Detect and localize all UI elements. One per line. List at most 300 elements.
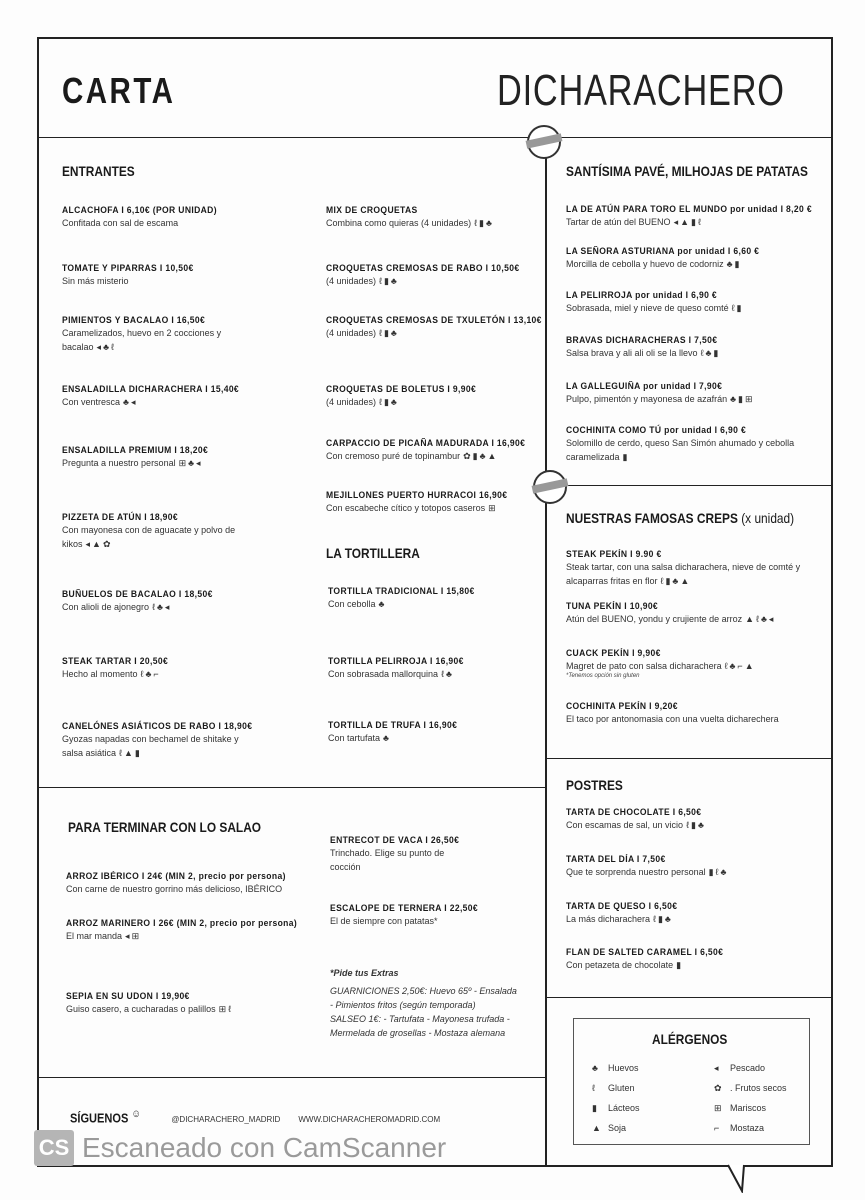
item-name: PIMIENTOS Y BACALAO I 16,50€ xyxy=(62,315,206,326)
pescado-icon: ◂ xyxy=(196,458,203,468)
huevos-icon: ♣ xyxy=(726,259,735,269)
gluten-icon: ℓ xyxy=(592,1083,595,1093)
menu-item xyxy=(566,425,816,464)
item-description xyxy=(566,301,816,315)
frutos-secos-icon: ✿ xyxy=(102,539,113,549)
item-description xyxy=(566,659,816,673)
item-name: ENSALADILLA DICHARACHERA I 15,40€ xyxy=(62,384,240,395)
item-description-text: Con tartufata xyxy=(328,733,381,743)
gluten-icon: ℓ xyxy=(140,669,146,679)
huevos-icon: ♣ xyxy=(720,867,729,877)
soja-icon: ▲ xyxy=(680,217,692,227)
item-description xyxy=(66,929,306,943)
item-name: TARTA DE CHOCOLATE I 6,50€ xyxy=(566,807,702,818)
legend-item xyxy=(714,1083,787,1094)
huevos-icon: ♣ xyxy=(730,394,739,404)
legend-label: Mariscos xyxy=(730,1103,767,1113)
gluten-icon: ℓ xyxy=(441,669,446,679)
lacteos-icon: ▮ xyxy=(734,259,742,269)
gluten-icon: ℓ xyxy=(474,218,479,228)
instagram-handle[interactable]: @DICHARACHERO_MADRID xyxy=(171,1115,281,1125)
gluten-icon: ℓ xyxy=(119,748,124,758)
legend-item xyxy=(714,1123,764,1133)
creps-title: NUESTRAS FAMOSAS CREPS xyxy=(566,510,738,526)
menu-item xyxy=(566,335,816,360)
huevos-icon: ♣ xyxy=(760,614,769,624)
mariscos-icon: ⊞ xyxy=(131,931,142,941)
huevos-icon: ♣ xyxy=(672,576,681,586)
huevos-icon: ♣ xyxy=(705,348,714,358)
item-description xyxy=(566,215,816,229)
gluten-icon: ℓ xyxy=(715,867,721,877)
item-description xyxy=(326,501,536,515)
menu-item xyxy=(566,246,816,271)
item-description xyxy=(62,395,262,409)
item-description xyxy=(566,560,816,588)
frame-left xyxy=(37,37,39,1167)
soja-icon: ▲ xyxy=(487,451,499,461)
soja-icon: ▲ xyxy=(745,614,757,624)
item-name: COCHINITA COMO TÚ por unidad I 6,90 € xyxy=(566,425,747,436)
menu-item xyxy=(566,549,816,588)
lacteos-icon: ▮ xyxy=(713,348,721,358)
item-name: COCHINITA PEKÍN I 9,20€ xyxy=(566,701,678,712)
item-description-text: Con cremoso puré de topinambur xyxy=(326,451,461,461)
allergen-icons xyxy=(97,342,116,352)
menu-item xyxy=(62,656,262,681)
item-description-text: Tartar de atún del BUENO xyxy=(566,217,671,227)
allergen-icons xyxy=(379,328,399,338)
section-title-entrantes: ENTRANTES xyxy=(62,163,135,179)
extras-line: - Pimientos fritos (según temporada) xyxy=(330,1000,476,1010)
footer-divider xyxy=(37,1077,545,1078)
huevos-icon: ♣ xyxy=(123,397,131,407)
item-description xyxy=(62,732,262,760)
item-description-text: Que te sorprenda nuestro personal xyxy=(566,867,706,877)
menu-title: CARTA xyxy=(62,70,176,111)
allergen-icons xyxy=(661,576,692,586)
item-description-text: Morcilla de cebolla y huevo de codorniz xyxy=(566,259,724,269)
item-description-text: Confitada con sal de escama xyxy=(62,218,179,228)
item-description xyxy=(326,395,536,409)
footer xyxy=(70,1108,440,1125)
item-description xyxy=(62,216,262,230)
item-description-text: Con alioli de ajonegro xyxy=(62,602,150,612)
mariscos-icon: ⊞ xyxy=(488,503,498,513)
allergen-icons xyxy=(152,602,171,612)
frame-top xyxy=(37,37,833,39)
item-description xyxy=(328,667,528,681)
lacteos-icon: ▮ xyxy=(690,820,698,830)
menu-item xyxy=(566,807,816,832)
item-name: LA SEÑORA ASTURIANA por unidad I 6,60 € xyxy=(566,246,760,257)
gluten-icon: ℓ xyxy=(731,303,737,313)
item-name: ENTRECOT DE VACA I 26,50€ xyxy=(330,835,460,846)
lacteos-icon: ▮ xyxy=(657,914,665,924)
item-name: TORTILLA TRADICIONAL I 15,80€ xyxy=(328,586,475,597)
lacteos-icon: ▮ xyxy=(134,748,142,758)
menu-item xyxy=(62,589,262,614)
menu-item xyxy=(330,835,460,874)
gluten-icon: ℓ xyxy=(379,397,384,407)
header-divider xyxy=(37,137,833,138)
pescado-icon: ◂ xyxy=(714,1063,719,1073)
allergen-icons xyxy=(379,276,399,286)
extras-line: Mermelada de grosellas - Mostaza alemana xyxy=(330,1028,506,1038)
lacteos-icon: ▮ xyxy=(383,328,391,338)
allergen-icons xyxy=(676,960,683,970)
item-name: PIZZETA DE ATÚN I 18,90€ xyxy=(62,512,179,523)
item-description xyxy=(328,731,528,745)
restaurant-name: DICHARACHERO xyxy=(497,66,785,115)
menu-item xyxy=(566,901,816,926)
stamp-icon xyxy=(527,125,561,159)
section-title-pave: SANTÍSIMA PAVÉ, MILHOJAS DE PATATAS xyxy=(566,163,808,179)
allergen-icons xyxy=(674,217,703,227)
item-description xyxy=(566,346,816,360)
soja-icon: ▲ xyxy=(744,661,756,671)
soja-icon: ▲ xyxy=(92,539,103,549)
menu-item xyxy=(62,205,262,230)
item-name: ESCALOPE DE TERNERA I 22,50€ xyxy=(330,903,479,914)
allergen-icons xyxy=(141,669,161,679)
item-description-text: Con escamas de sal, un vicio xyxy=(566,820,684,830)
column-divider xyxy=(545,137,547,1167)
mostaza-icon: ⌐ xyxy=(153,669,161,679)
allergen-icons xyxy=(732,303,744,313)
legend-item xyxy=(592,1063,639,1073)
legend-label: Mostaza xyxy=(730,1123,765,1133)
item-description xyxy=(62,523,262,551)
salao-divider xyxy=(37,787,545,788)
frutos-secos-icon: ✿ xyxy=(714,1083,722,1093)
extras-block xyxy=(330,966,540,1040)
item-description-text: (4 unidades) xyxy=(326,328,377,338)
menu-item xyxy=(326,205,536,230)
lacteos-icon: ▮ xyxy=(479,218,486,228)
item-description xyxy=(566,612,816,626)
menu-item xyxy=(330,903,479,928)
allergen-icons xyxy=(379,397,399,407)
item-name: BRAVAS DICHARACHERAS I 7,50€ xyxy=(566,335,718,346)
item-description-text: Pulpo, pimentón y mayonesa de azafrán xyxy=(566,394,728,404)
huevos-icon: ♣ xyxy=(378,599,387,609)
huevos-icon: ♣ xyxy=(103,342,111,352)
item-description-text: Magret de pato con salsa dicharachera xyxy=(566,661,722,671)
item-name: CROQUETAS DE BOLETUS I 9,90€ xyxy=(326,384,477,395)
mariscos-icon: ⊞ xyxy=(714,1103,722,1113)
section-title-tortillera: LA TORTILLERA xyxy=(326,545,420,561)
allergen-icons xyxy=(730,394,754,404)
huevos-icon: ♣ xyxy=(485,218,494,228)
lacteos-icon: ▮ xyxy=(738,394,745,404)
menu-item xyxy=(62,263,262,288)
item-description-text: Caramelizados, huevo en 2 cocciones y bacalao xyxy=(62,328,222,352)
allergen-icons xyxy=(488,503,498,513)
allergen-icons xyxy=(219,1004,233,1014)
item-description-text: Salsa brava y ali ali oli se la llevo xyxy=(566,348,698,358)
item-description-text: El mar manda xyxy=(66,931,123,941)
item-name: TOMATE Y PIPARRAS I 10,50€ xyxy=(62,263,194,274)
item-name: TUNA PEKÍN I 10,90€ xyxy=(566,601,659,612)
menu-item xyxy=(328,656,528,681)
pescado-icon: ◂ xyxy=(96,342,104,352)
camscanner-text: Escaneado con CamScanner xyxy=(82,1132,447,1163)
soja-icon: ▲ xyxy=(123,748,135,758)
menu-item xyxy=(66,871,306,896)
item-name: LA PELIRROJA por unidad I 6,90 € xyxy=(566,290,718,301)
item-description xyxy=(566,818,816,832)
item-name: FLAN DE SALTED CARAMEL I 6,50€ xyxy=(566,947,724,958)
allergen-icons xyxy=(727,259,742,269)
allergen-icons xyxy=(123,397,137,407)
item-description-text: Atún del BUENO, yondu y crujiente de arroz xyxy=(566,614,743,624)
lacteos-icon: ▮ xyxy=(708,867,716,877)
gluten-icon: ℓ xyxy=(686,820,691,830)
lacteos-icon: ▮ xyxy=(676,960,684,970)
gluten-icon: ℓ xyxy=(152,602,157,612)
item-description-text: Con escabeche cítico y totopos caseros xyxy=(326,503,486,513)
item-description-text: Sobrasada, miel y nieve de queso comté xyxy=(566,303,729,313)
item-description-text: La más dicharachera xyxy=(566,914,651,924)
menu-item xyxy=(326,263,536,288)
legend-label: Soja xyxy=(608,1123,627,1133)
allergen-icons xyxy=(745,614,775,624)
item-description xyxy=(326,449,536,463)
gluten-icon: ℓ xyxy=(660,576,666,586)
item-description-text: Con cebolla xyxy=(328,599,376,609)
allergen-icons xyxy=(379,599,387,609)
lacteos-icon: ▮ xyxy=(736,303,744,313)
pescado-icon: ◂ xyxy=(85,539,93,549)
huevos-icon: ♣ xyxy=(188,458,197,468)
pescado-icon: ◂ xyxy=(164,602,172,612)
lacteos-icon: ▮ xyxy=(665,576,673,586)
huevos-icon: ♣ xyxy=(156,602,165,612)
pescado-icon: ◂ xyxy=(673,217,681,227)
legend-item xyxy=(592,1103,640,1114)
huevos-icon: ♣ xyxy=(664,914,673,924)
legend-item xyxy=(714,1103,766,1114)
menu-item xyxy=(566,701,816,726)
item-description-text: El de siempre con patatas* xyxy=(330,916,438,926)
creps-divider xyxy=(545,485,833,486)
huevos-icon: ♣ xyxy=(697,820,706,830)
huevos-icon: ♣ xyxy=(390,276,399,286)
allergen-icons xyxy=(623,452,630,462)
item-description xyxy=(566,712,816,726)
item-description-text: Steak tartar, con una salsa dicharachera, nieve de comté y alcaparras fritas en flor xyxy=(566,562,801,586)
item-description xyxy=(62,667,262,681)
item-name: STEAK PEKÍN I 9.90 € xyxy=(566,549,662,560)
huevos-icon: ♣ xyxy=(592,1063,598,1073)
huevos-icon: ♣ xyxy=(390,328,399,338)
item-description-text: El taco por antonomasia con una vuelta dicharechera xyxy=(566,714,779,724)
item-name: STEAK TARTAR I 20,50€ xyxy=(62,656,169,667)
menu-item xyxy=(66,918,306,943)
legend-divider xyxy=(545,997,833,998)
huevos-icon: ♣ xyxy=(383,733,391,743)
legend-label: Huevos xyxy=(608,1063,639,1073)
item-name: SEPIA EN SU UDON I 19,90€ xyxy=(66,991,190,1002)
menu-item xyxy=(566,601,816,626)
item-description xyxy=(330,914,460,928)
menu-item xyxy=(62,512,262,551)
item-description xyxy=(566,958,816,972)
soja-icon: ▲ xyxy=(680,576,692,586)
lacteos-icon: ▮ xyxy=(592,1103,597,1113)
item-name: CANELÓNES ASIÁTICOS DE RABO I 18,90€ xyxy=(62,721,253,732)
creps-title-suffix: (x unidad) xyxy=(741,510,795,526)
item-description xyxy=(566,257,816,271)
gluten-icon: ℓ xyxy=(697,217,703,227)
item-description-text: (4 unidades) xyxy=(326,276,377,286)
legend-title: ALÉRGENOS xyxy=(652,1031,728,1047)
menu-item xyxy=(566,854,816,879)
item-name: TARTA DE QUESO I 6,50€ xyxy=(566,901,678,912)
allergen-icons xyxy=(653,914,673,924)
mariscos-icon: ⊞ xyxy=(178,458,189,468)
item-description xyxy=(330,846,460,874)
item-description-text: Con petazeta de chocolate xyxy=(566,960,674,970)
item-name: BUÑUELOS DE BACALAO I 18,50€ xyxy=(62,589,213,600)
item-description xyxy=(566,436,816,464)
item-description xyxy=(66,1002,306,1016)
menu-item xyxy=(62,315,262,354)
allergens-legend xyxy=(573,1018,810,1145)
lacteos-icon: ▮ xyxy=(622,452,630,462)
pescado-icon: ◂ xyxy=(125,931,132,941)
soja-icon: ▲ xyxy=(592,1123,601,1133)
gluten-icon: ℓ xyxy=(700,348,706,358)
item-name: CARPACCIO DE PICAÑA MADURADA I 16,90€ xyxy=(326,438,526,449)
extras-line: GUARNICIONES 2,50€: Huevo 65º - Ensalada xyxy=(330,986,517,996)
item-name: MEJILLONES PUERTO HURRACOI 16,90€ xyxy=(326,490,508,501)
follow-text: SÍGUENOS xyxy=(70,1110,129,1126)
lacteos-icon: ▮ xyxy=(472,451,480,461)
lacteos-icon: ▮ xyxy=(383,397,391,407)
lacteos-icon: ▮ xyxy=(383,276,391,286)
gluten-icon: ℓ xyxy=(110,342,116,352)
legend-label: Pescado xyxy=(730,1063,766,1073)
item-description-text: Solomillo de cerdo, queso San Simón ahumado y cebolla caramelizada xyxy=(566,438,795,462)
allergen-icons xyxy=(709,867,729,877)
allergen-icons xyxy=(119,748,142,758)
item-name: ARROZ MARINERO I 26€ (MIN 2, precio por persona) xyxy=(66,918,298,929)
item-description xyxy=(62,326,262,354)
legend-label: Gluten xyxy=(608,1083,635,1093)
menu-item xyxy=(326,438,536,463)
gluten-icon: ℓ xyxy=(756,614,761,624)
item-description-text: Con sobrasada mallorquina xyxy=(328,669,439,679)
menu-item xyxy=(62,445,262,470)
mariscos-icon: ⊞ xyxy=(744,394,755,404)
menu-item xyxy=(62,384,262,409)
allergen-icons xyxy=(179,458,203,468)
allergen-icons xyxy=(125,931,141,941)
item-description xyxy=(326,326,536,340)
website-link[interactable]: WWW.DICHARACHEROMADRID.COM xyxy=(298,1115,441,1125)
item-name: ALCACHOFA I 6,10€ (POR UNIDAD) xyxy=(62,205,217,216)
item-description xyxy=(566,392,816,406)
item-name: CUACK PEKÍN I 9,90€ xyxy=(566,648,661,659)
section-title-postres: POSTRES xyxy=(566,777,623,793)
item-note: *Tenemos opción sin gluten xyxy=(566,673,640,679)
item-description-text: Combina como quieras (4 unidades) xyxy=(326,218,472,228)
item-description xyxy=(566,912,816,926)
menu-item xyxy=(66,991,306,1016)
menu-item xyxy=(566,947,816,972)
section-title-salao: PARA TERMINAR CON LO SALAO xyxy=(68,819,262,835)
legend-label: . Frutos secos xyxy=(730,1083,787,1093)
item-description xyxy=(326,216,536,230)
gluten-icon: ℓ xyxy=(379,276,384,286)
item-name: TORTILLA DE TRUFA I 16,90€ xyxy=(328,720,458,731)
item-description-text: Pregunta a nuestro personal xyxy=(62,458,176,468)
frutos-secos-icon: ✿ xyxy=(463,451,473,461)
item-description-text: Con ventresca xyxy=(62,397,121,407)
item-description xyxy=(62,274,262,288)
gluten-icon: ℓ xyxy=(228,1004,234,1014)
allergen-icons xyxy=(441,669,454,679)
item-description xyxy=(326,274,536,288)
item-description xyxy=(62,456,262,470)
legend-item xyxy=(714,1063,765,1074)
item-name: MIX DE CROQUETAS xyxy=(326,205,418,216)
item-description-text: Trinchado. Elige su punto de cocción xyxy=(330,848,445,872)
item-name: LA GALLEGUIÑA por unidad I 7,90€ xyxy=(566,381,723,392)
gluten-icon: ℓ xyxy=(379,328,384,338)
lacteos-icon: ▮ xyxy=(691,217,698,227)
extras-line: SALSEO 1€: - Tartufata - Mayonesa trufada - xyxy=(330,1014,510,1024)
follow-label xyxy=(70,1108,141,1125)
huevos-icon: ♣ xyxy=(145,669,154,679)
gluten-icon: ℓ xyxy=(724,661,730,671)
smiley-icon: ☺ xyxy=(131,1108,141,1120)
allergen-icons xyxy=(86,539,113,549)
menu-item xyxy=(326,490,536,515)
legend-item xyxy=(592,1123,626,1133)
allergen-icons xyxy=(474,218,494,228)
allergen-icons xyxy=(725,661,756,671)
item-description-text: Hecho al momento xyxy=(62,669,138,679)
menu-item xyxy=(566,204,816,229)
menu-item xyxy=(566,648,816,679)
item-description-text: Con mayonesa con de aguacate y polvo de kikos xyxy=(62,525,236,549)
item-name: TORTILLA PELIRROJA I 16,90€ xyxy=(328,656,464,667)
camscanner-watermark xyxy=(34,1130,446,1166)
item-description xyxy=(328,597,528,611)
stamp-icon xyxy=(533,470,567,504)
menu-item xyxy=(326,315,542,340)
section-title-creps xyxy=(566,510,794,526)
menu-item xyxy=(328,720,528,745)
pescado-icon: ◂ xyxy=(130,397,138,407)
menu-item xyxy=(566,290,816,315)
gluten-icon: ℓ xyxy=(653,914,658,924)
menu-item xyxy=(326,384,536,409)
item-description xyxy=(66,882,306,896)
item-description-text: Guiso casero, a cucharadas o palillos xyxy=(66,1004,216,1014)
allergen-icons xyxy=(383,733,391,743)
item-name: LA DE ATÚN PARA TORO EL MUNDO por unidad I 8,20 € xyxy=(566,204,812,215)
item-description-text: Gyozas napadas con bechamel de shitake y salsa asiática xyxy=(62,734,239,758)
item-name: TARTA DEL DÍA I 7,50€ xyxy=(566,854,666,865)
item-description xyxy=(62,600,262,614)
item-name: CROQUETAS CREMOSAS DE RABO I 10,50€ xyxy=(326,263,520,274)
huevos-icon: ♣ xyxy=(479,451,488,461)
legend-item xyxy=(592,1083,635,1093)
